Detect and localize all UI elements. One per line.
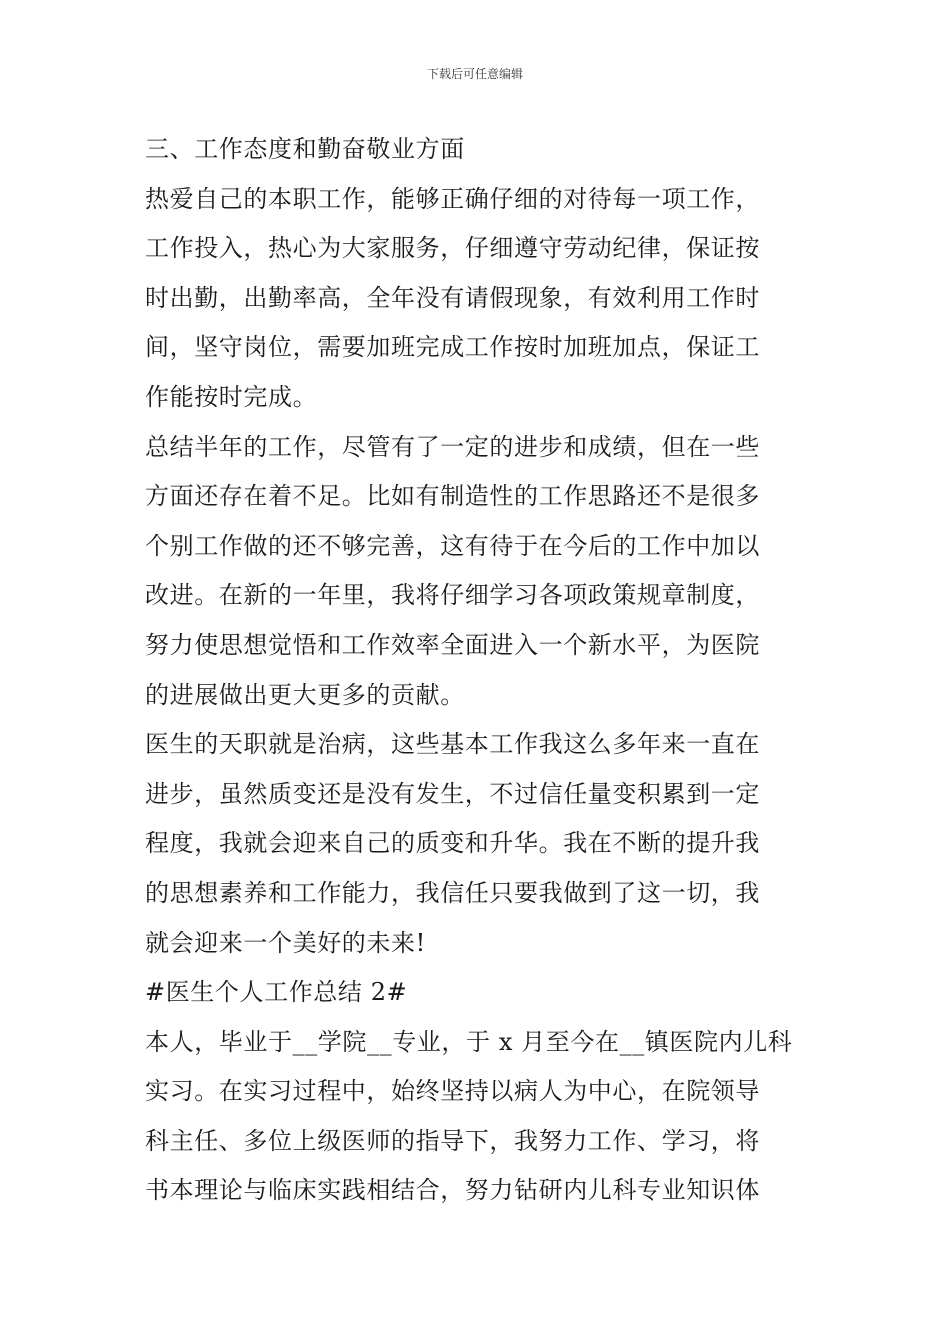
document-body (145, 125, 813, 1216)
paragraph-line: 个别工作做的还不够完善，这有待于在今后的工作中加以 (145, 531, 760, 560)
section-heading: 三、工作态度和勤奋敬业方面 (145, 135, 465, 163)
paragraph-line: 热爱自己的本职工作，能够正确仔细的对待每一项工作， (145, 184, 760, 213)
section-title: #医生个人工作总结 2# (145, 978, 408, 1007)
paragraph-line: 医生的天职就是治病，这些基本工作我这么多年来一直在 (145, 730, 760, 759)
paragraph-line: 间，坚守岗位，需要加班完成工作按时加班加点，保证工 (145, 333, 760, 362)
paragraph-line: 实习。在实习过程中，始终坚持以病人为中心，在院领导 (145, 1077, 760, 1106)
paragraph-line: 程度，我就会迎来自己的质变和升华。我在不断的提升我 (145, 829, 760, 858)
paragraph-line: 进步，虽然质变还是没有发生，不过信任量变积累到一定 (145, 779, 760, 808)
paragraph-line: 努力使思想觉悟和工作效率全面进入一个新水平，为医院 (145, 630, 760, 659)
paragraph-line: 作能按时完成。 (145, 382, 318, 411)
paragraph-line: 工作投入，热心为大家服务，仔细遵守劳动纪律，保证按 (145, 234, 760, 263)
paragraph-line: 的思想素养和工作能力，我信任只要我做到了这一切，我 (145, 878, 760, 907)
paragraph-line: 书本理论与临床实践相结合，努力钻研内儿科专业知识体 (145, 1176, 760, 1205)
paragraph-line: 时出勤，出勤率高，全年没有请假现象，有效利用工作时 (145, 283, 760, 312)
paragraph-line: 的进展做出更大更多的贡献。 (145, 680, 465, 709)
paragraph-line: 本人，毕业于__学院__专业，于 x 月至今在__镇医院内儿科 (145, 1027, 793, 1056)
paragraph-line: 科主任、多位上级医师的指导下，我努力工作、学习，将 (145, 1126, 760, 1155)
page-header-note: 下载后可任意编辑 (426, 67, 523, 81)
paragraph-line: 方面还存在着不足。比如有制造性的工作思路还不是很多 (145, 482, 760, 511)
paragraph-line: 改进。在新的一年里，我将仔细学习各项政策规章制度， (145, 581, 760, 610)
paragraph-line: 就会迎来一个美好的未来! (145, 928, 426, 957)
paragraph-line: 总结半年的工作，尽管有了一定的进步和成绩，但在一些 (145, 432, 760, 461)
